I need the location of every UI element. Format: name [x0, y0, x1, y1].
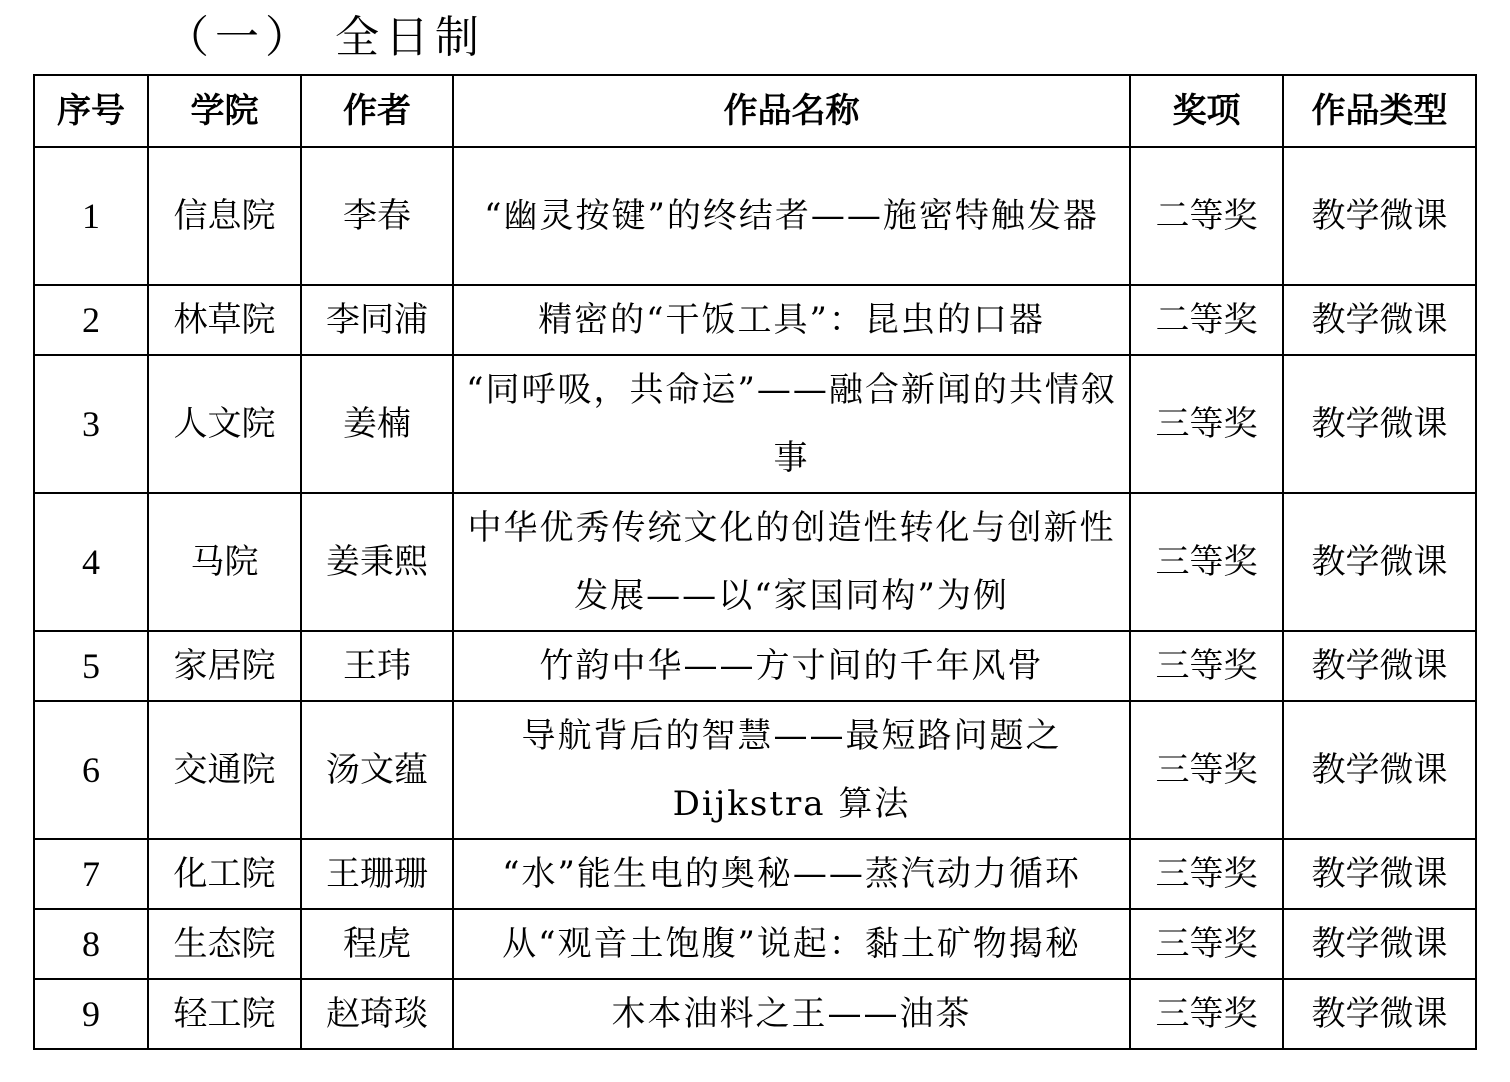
cell-index: 8 [34, 909, 148, 979]
cell-college: 轻工院 [148, 979, 301, 1049]
cell-author: 王珊珊 [301, 839, 453, 909]
awards-table [33, 74, 1477, 1050]
cell-college: 人文院 [148, 355, 301, 493]
cell-type: 教学微课 [1283, 147, 1476, 285]
cell-title: 竹韵中华——方寸间的千年风骨 [453, 631, 1130, 701]
table-row [34, 285, 1476, 355]
cell-index: 5 [34, 631, 148, 701]
cell-award: 三等奖 [1130, 839, 1283, 909]
cell-title: 木本油料之王——油茶 [453, 979, 1130, 1049]
section-heading: （一） 全日制 [165, 12, 485, 63]
cell-author: 王玮 [301, 631, 453, 701]
cell-title: “水”能生电的奥秘——蒸汽动力循环 [453, 839, 1130, 909]
cell-college: 化工院 [148, 839, 301, 909]
cell-type: 教学微课 [1283, 493, 1476, 631]
cell-award: 二等奖 [1130, 147, 1283, 285]
cell-author: 姜秉熙 [301, 493, 453, 631]
table-row [34, 701, 1476, 839]
table-row [34, 355, 1476, 493]
cell-award: 三等奖 [1130, 493, 1283, 631]
cell-award: 三等奖 [1130, 701, 1283, 839]
cell-award: 二等奖 [1130, 285, 1283, 355]
table-row [34, 493, 1476, 631]
cell-type: 教学微课 [1283, 355, 1476, 493]
header-author: 作者 [301, 75, 453, 147]
cell-title: 中华优秀传统文化的创造性转化与创新性发展——以“家国同构”为例 [453, 493, 1130, 631]
cell-college: 马院 [148, 493, 301, 631]
cell-type: 教学微课 [1283, 285, 1476, 355]
cell-type: 教学微课 [1283, 979, 1476, 1049]
cell-author: 李同浦 [301, 285, 453, 355]
header-type: 作品类型 [1283, 75, 1476, 147]
cell-college: 交通院 [148, 701, 301, 839]
header-index: 序号 [34, 75, 148, 147]
cell-title: “幽灵按键”的终结者——施密特触发器 [453, 147, 1130, 285]
cell-type: 教学微课 [1283, 701, 1476, 839]
cell-index: 1 [34, 147, 148, 285]
cell-college: 生态院 [148, 909, 301, 979]
cell-index: 4 [34, 493, 148, 631]
header-college: 学院 [148, 75, 301, 147]
cell-title: 精密的“干饭工具”：昆虫的口器 [453, 285, 1130, 355]
cell-author: 赵琦琰 [301, 979, 453, 1049]
table-row [34, 909, 1476, 979]
cell-award: 三等奖 [1130, 909, 1283, 979]
cell-type: 教学微课 [1283, 631, 1476, 701]
cell-author: 李春 [301, 147, 453, 285]
cell-type: 教学微课 [1283, 839, 1476, 909]
cell-type: 教学微课 [1283, 909, 1476, 979]
cell-author: 程虎 [301, 909, 453, 979]
cell-award: 三等奖 [1130, 631, 1283, 701]
cell-index: 3 [34, 355, 148, 493]
cell-title: 从“观音土饱腹”说起：黏土矿物揭秘 [453, 909, 1130, 979]
cell-title: 导航背后的智慧——最短路问题之 Dijkstra 算法 [453, 701, 1130, 839]
cell-index: 2 [34, 285, 148, 355]
table-row [34, 631, 1476, 701]
cell-index: 7 [34, 839, 148, 909]
cell-author: 姜楠 [301, 355, 453, 493]
cell-award: 三等奖 [1130, 355, 1283, 493]
cell-college: 家居院 [148, 631, 301, 701]
cell-college: 信息院 [148, 147, 301, 285]
table-row [34, 147, 1476, 285]
cell-title: “同呼吸，共命运”——融合新闻的共情叙事 [453, 355, 1130, 493]
cell-author: 汤文蕴 [301, 701, 453, 839]
cell-index: 9 [34, 979, 148, 1049]
table-header-row [34, 75, 1476, 147]
cell-award: 三等奖 [1130, 979, 1283, 1049]
cell-college: 林草院 [148, 285, 301, 355]
table-row [34, 979, 1476, 1049]
header-award: 奖项 [1130, 75, 1283, 147]
cell-index: 6 [34, 701, 148, 839]
table-row [34, 839, 1476, 909]
header-title: 作品名称 [453, 75, 1130, 147]
